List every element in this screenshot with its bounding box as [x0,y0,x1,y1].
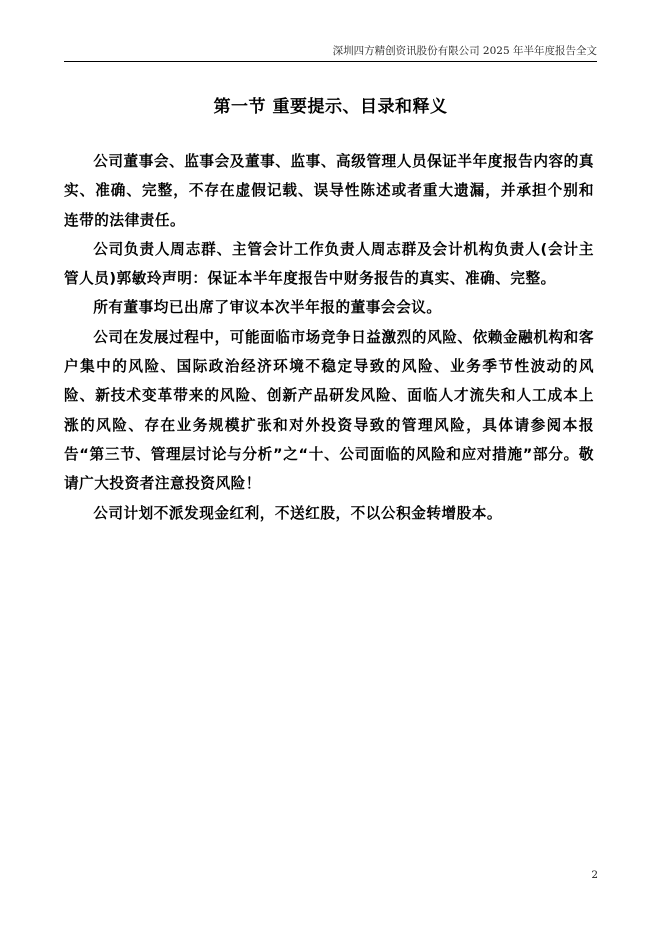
section-title: 第一节 重要提示、目录和释义 [213,97,448,117]
paragraph-board-attendance: 所有董事均已出席了审议本次半年报的董事会会议。 [93,299,442,317]
paragraph-risk-warning: 公司在发展过程中，可能面临市场竞争日益激烈的风险、依赖金融机构和客户集中的风险、国际政治经济环境不稳定导致的风险、业务季节性波动的风险、新技术变革带来的风险、创新产品研发风险、面临人才流失和人工成本上涨的风险、存在业务规模扩张和对外投资导致的管理风险，具体请参阅本报告“第三节、管理层讨论与分析”之“十、公司面临的风险和应对措施”部分。敬请广大投资者注意投资风险！ [64,328,594,493]
page-number: 2 [591,869,598,881]
running-header: 深圳四方精创资讯股份有限公司 2025 年半年度报告全文 [332,45,597,57]
header-rule [64,61,597,62]
body-text [64,147,594,528]
paragraph-responsibility-statement: 公司董事会、监事会及董事、监事、高级管理人员保证半年度报告内容的真实、准确、完整，不存在虚假记载、误导性陈述或者重大遗漏，并承担个别和连带的法律责任。 [64,153,594,229]
paragraph-dividend-plan: 公司计划不派发现金红利，不送红股，不以公积金转增股本。 [93,504,503,522]
paragraph-financial-declaration: 公司负责人周志群、主管会计工作负责人周志群及会计机构负责人(会计主管人员)郭敏玲声明：保证本半年度报告中财务报告的真实、准确、完整。 [64,240,594,288]
